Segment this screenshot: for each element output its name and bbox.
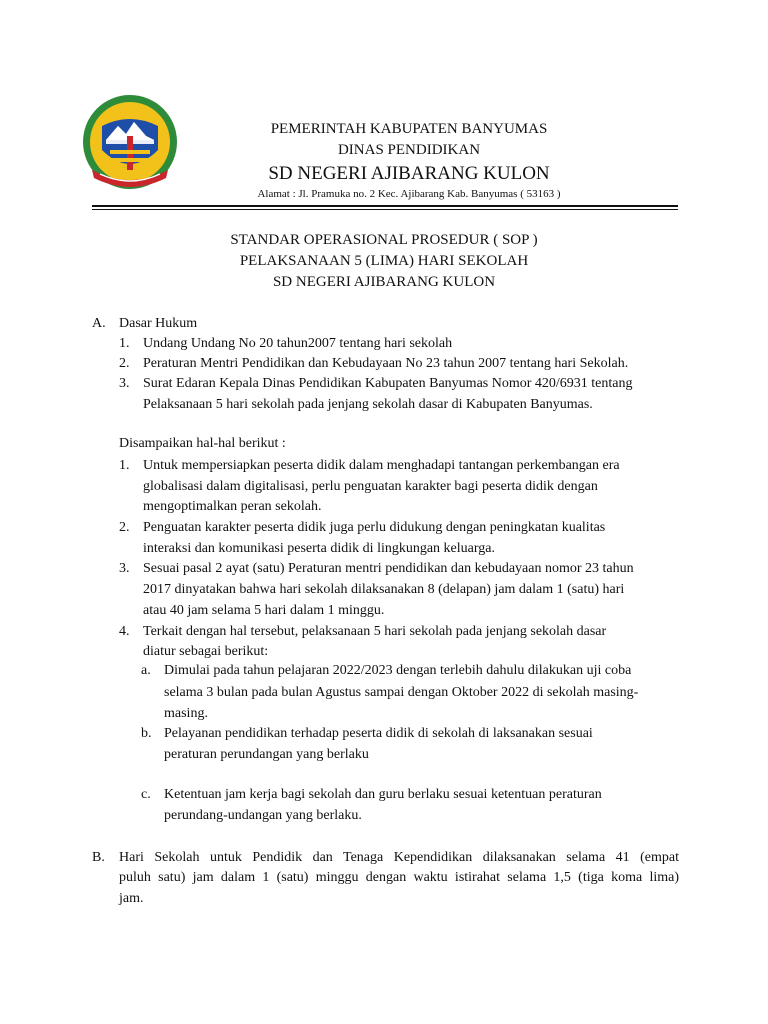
legal-item-number: 3. (119, 376, 130, 391)
legal-item-line: Peraturan Mentri Pendidikan dan Kebudayaan No 23 tahun 2007 tentang hari Sekolah. (143, 356, 629, 371)
sub-point-letter: a. (141, 663, 151, 678)
legal-item-line: Undang Undang No 20 tahun2007 tentang hari sekolah (143, 336, 453, 351)
point-number: 3. (119, 561, 130, 576)
legal-item-number: 2. (119, 356, 130, 371)
sub-point-line: Ketentuan jam kerja bagi sekolah dan guru berlaku sesuai ketentuan peraturan (164, 787, 602, 802)
point-line: Terkait dengan hal tersebut, pelaksanaan 5 hari sekolah pada jenjang sekolah dasar (143, 624, 607, 639)
sub-point-line: selama 3 bulan pada bulan Agustus sampai dengan Oktober 2022 di sekolah masing- (164, 685, 639, 700)
sub-point-line: Pelayanan pendidikan terhadap peserta didik di sekolah di laksanakan sesuai (164, 726, 593, 741)
header-department: DINAS PENDIDIKAN (337, 142, 481, 158)
point-line: Untuk mempersiapkan peserta didik dalam menghadapi tantangan perkembangan era (143, 458, 620, 473)
section-a-heading: Dasar Hukum (119, 316, 198, 331)
point-line: atau 40 jam selama 5 hari dalam 1 minggu. (143, 603, 385, 618)
point-number: 4. (119, 624, 130, 639)
section-b-marker: B. (92, 850, 105, 865)
point-number: 2. (119, 520, 130, 535)
point-line: Penguatan karakter peserta didik juga perlu didukung dengan peningkatan kualitas (143, 520, 606, 535)
point-line: interaksi dan komunikasi peserta didik di lingkungan keluarga. (143, 541, 495, 556)
point-line: mengoptimalkan peran sekolah. (143, 499, 322, 514)
document-title-line-2: PELAKSANAAN 5 (LIMA) HARI SEKOLAH (239, 253, 529, 269)
legal-item-line: Pelaksanaan 5 hari sekolah pada jenjang sekolah dasar di Kabupaten Banyumas. (143, 397, 593, 412)
header-school-name: SD NEGERI AJIBARANG KULON (268, 163, 550, 184)
sub-point-line: peraturan perundangan yang berlaku (164, 747, 369, 762)
document-title-line-3: SD NEGERI AJIBARANG KULON (272, 274, 496, 290)
section-a-marker: A. (92, 316, 106, 331)
sub-point-line: Dimulai pada tahun pelajaran 2022/2023 dengan terlebih dahulu dilakukan uji coba (164, 663, 632, 678)
header-rule-thick (92, 205, 678, 207)
section-b-line: Hari Sekolah untuk Pendidik dan Tenaga Kependidikan dilaksanakan selama 41 (empat (119, 850, 679, 865)
sub-point-letter: c. (141, 787, 151, 802)
legal-item-line: Surat Edaran Kepala Dinas Pendidikan Kabupaten Banyumas Nomor 420/6931 tentang (143, 376, 633, 391)
document-title-line-1: STANDAR OPERASIONAL PROSEDUR ( SOP ) (230, 232, 538, 248)
header-address: Alamat : Jl. Pramuka no. 2 Kec. Ajibarang Kab. Banyumas ( 53163 ) (257, 188, 561, 200)
point-line: globalisasi dalam digitalisasi, perlu penguatan karakter bagi peserta didik dengan (143, 479, 598, 494)
legal-item-number: 1. (119, 336, 130, 351)
intro-text: Disampaikan hal-hal berikut : (119, 436, 286, 451)
header-rule-thin (92, 209, 678, 210)
section-b-line: jam. (119, 891, 144, 906)
point-number: 1. (119, 458, 130, 473)
point-line: diatur sebagai berikut: (143, 644, 269, 659)
sub-point-line: perundang-undangan yang berlaku. (164, 808, 362, 823)
section-b-line: puluh satu) jam dalam 1 (satu) minggu dengan waktu istirahat selama 1,5 (tiga koma lima) (119, 870, 679, 885)
point-line: 2017 dinyatakan bahwa hari sekolah dilaksanakan 8 (delapan) jam dalam 1 (satu) hari (143, 582, 625, 597)
sub-point-line: masing. (164, 706, 208, 721)
sub-point-letter: b. (141, 726, 152, 741)
header-government: PEMERINTAH KABUPATEN BANYUMAS (270, 121, 548, 137)
point-line: Sesuai pasal 2 ayat (satu) Peraturan mentri pendidikan dan kebudayaan nomor 23 tahun (143, 561, 634, 576)
